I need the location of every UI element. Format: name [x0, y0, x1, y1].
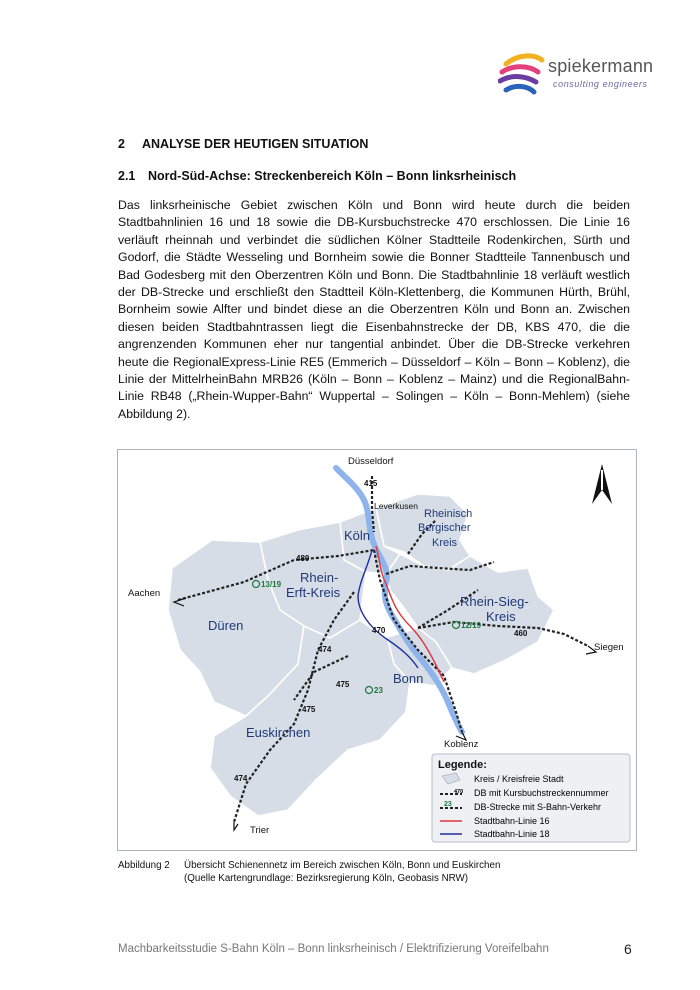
- city-leverkusen: Leverkusen: [374, 501, 418, 511]
- region-label: Rhein-: [300, 570, 339, 585]
- sbahn-label: 23: [374, 686, 383, 695]
- logo-tagline: consulting engineers: [553, 79, 648, 89]
- sbahn-label: 12/19: [461, 621, 482, 630]
- kbs-label: 474: [234, 774, 248, 783]
- caption-label: Abbildung 2: [118, 860, 170, 871]
- city-bonn: Bonn: [393, 671, 424, 686]
- region-label: Bergischer: [418, 522, 471, 534]
- kbs-label: 470: [372, 626, 386, 635]
- region-label: Euskirchen: [246, 725, 311, 740]
- figure-caption: [118, 859, 500, 885]
- map-legend: [432, 754, 630, 842]
- kbs-label: 415: [364, 479, 378, 488]
- city-aachen: Aachen: [128, 588, 161, 599]
- subsection-title: Nord-Süd-Achse: Streckenbereich Köln – Bonn linksrheinisch: [148, 169, 517, 183]
- region-label: Rhein-Sieg-: [460, 594, 529, 609]
- city-koblenz: Koblenz: [444, 739, 479, 750]
- city-duesseldorf: Düsseldorf: [348, 456, 394, 467]
- region-label: Kreis: [432, 537, 458, 549]
- city-trier: Trier: [250, 825, 270, 836]
- subsection-heading: [118, 169, 516, 183]
- region-label: Rheinisch: [424, 508, 473, 520]
- caption-line-1: Übersicht Schienennetz im Bereich zwischen Köln, Bonn und Euskirchen: [184, 860, 501, 871]
- legend-kbs-sample: 470: [454, 789, 464, 795]
- city-koeln: Köln: [344, 528, 371, 543]
- legend-item: DB mit Kursbuchstreckennummer: [474, 788, 609, 798]
- legend-title: Legende:: [438, 759, 487, 771]
- network-map-figure: [117, 449, 637, 851]
- kbs-label: 460: [514, 629, 528, 638]
- arrow-trier: [234, 822, 238, 830]
- subsection-number: 2.1: [118, 169, 136, 183]
- region-label: Düren: [208, 618, 244, 633]
- sbahn-label: 13/19: [261, 580, 282, 589]
- logo-wordmark: spiekermann: [548, 56, 654, 76]
- kbs-label: 475: [302, 705, 316, 714]
- kbs-label: 480: [296, 554, 310, 563]
- north-arrow-icon: [592, 464, 612, 504]
- legend-item: Stadtbahn-Linie 16: [474, 816, 550, 826]
- section-number: 2: [118, 137, 125, 151]
- city-siegen: Siegen: [594, 642, 624, 653]
- page-footer: Machbarkeitsstudie S-Bahn Köln – Bonn linksrheinisch / Elektrifizierung Voreifelbahn: [118, 943, 549, 955]
- page-number: 6: [624, 941, 632, 957]
- legend-item: DB-Strecke mit S-Bahn-Verkehr: [474, 802, 602, 812]
- region-label: Kreis: [486, 609, 516, 624]
- legend-s-sample: 23: [444, 801, 452, 808]
- legend-item: Stadtbahn-Linie 18: [474, 829, 550, 839]
- region-label: Erft-Kreis: [286, 585, 341, 600]
- caption-line-2: (Quelle Kartengrundlage: Bezirksregierung Köln, Geobasis NRW): [184, 873, 469, 884]
- network-map: [118, 450, 636, 850]
- kbs-label: 474: [318, 645, 332, 654]
- section-heading: [118, 137, 368, 151]
- legend-item: Kreis / Kreisfreie Stadt: [474, 774, 564, 784]
- kbs-label: 475: [336, 680, 350, 689]
- section-title: ANALYSE DER HEUTIGEN SITUATION: [142, 137, 369, 151]
- body-paragraph: Das linksrheinische Gebiet zwischen Köln und Bonn wird heute durch die beiden Stadtbahnlinien 16 und 18 sowie die DB-Kursbuchstrecke 470 erschlossen. Die Linie 16 verläuft rheinnah und verbindet die südlichen Kölner Stadtteile Rodenkirchen, Sürth und Godorf, die Städte Wesseling und Bornheim sowie die Bonner Stadtteile Tannenbusch und Bad Godesberg mit den Oberzentren Köln und Bonn. Die Stadtbahnlinie 18 verläuft westlich der DB-Strecke und erschließt den Stadtteil Köln-Klettenberg, die Kommunen Hürth, Brühl, Bornheim sowie Alfter und bindet diese an die Oberzentren Köln und Bonn an. Zwischen diesen beiden Stadtbahntrassen liegt die Eisenbahnstrecke der DB, KBS 470, die die angrenzenden Kommunen eher nur tangential anbindet. Über die DB-Strecke verkehren heute die RegionalExpress-Linie RE5 (Emmerich – Düsseldorf – Köln – Bonn – Koblenz), die Linie der MittelrheinBahn MRB26 (Köln – Bonn – Koblenz – Mainz) und die RegionalBahn-Linie RB48 („Rhein-Wupper-Bahn“ Wuppertal – Solingen – Köln – Bonn-Mehlem) (siehe Abbildung 2).: [118, 198, 630, 421]
